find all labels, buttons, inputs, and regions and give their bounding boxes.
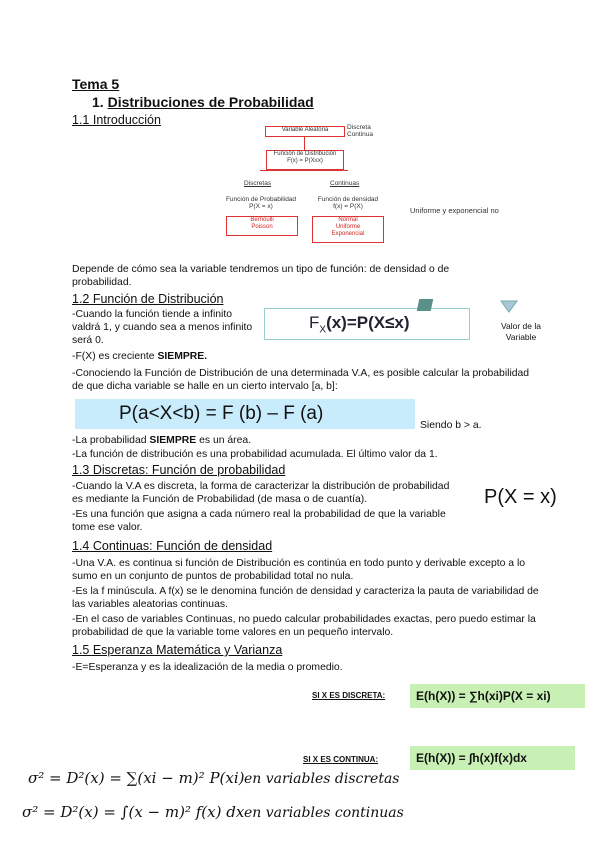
fx-formula: $F_X(x)=P(X\le x)$ — [309, 313, 410, 336]
diagram-fd — [312, 196, 384, 210]
sec12-p5: -La función de distribución es una probabilidad acumulada. El último valor da 1. — [72, 449, 438, 460]
section-1-5-title: 1.5 Esperanza Matemática y Varianza — [72, 643, 283, 657]
diagram-continuas: Continuas — [330, 180, 360, 187]
section-1-4-title: 1.4 Continuas: Función de densidad — [72, 539, 273, 553]
diagram-side2: Continua — [347, 131, 374, 138]
section-1-3-title: 1.3 Discretas: Función de probabilidad — [72, 463, 286, 477]
diagram-side-note: Uniforme y exponencial no — [410, 206, 499, 215]
diagram-c2: Uniforme — [335, 224, 361, 230]
intro-text: Depende de cómo sea la variable tendremos un tipo de función: de densidad o de probabilidad. — [72, 264, 450, 288]
diagram-d2: Poisson — [251, 224, 273, 230]
diagram-func-dist-eq: F(x) = P(X≤x) — [287, 158, 323, 164]
sec12-p4-a: -La probabilidad — [72, 435, 150, 446]
section-1-1-title: 1.1 Introducción — [72, 113, 161, 127]
varianza-discreta-note: en variables discretas — [244, 771, 400, 787]
px-formula: P(X = x) — [484, 486, 557, 508]
section-1-2-title: 1.2 Función de Distribución — [72, 292, 224, 306]
fx-formula-box — [264, 308, 470, 340]
diagram-fd-label: Función de densidad — [317, 196, 379, 203]
sec14-p1: -Una V.A. es continua si función de Distribución es continúa en todo punto y derivable excepto a lo sumo en un conjunto de puntos de probabilidad total no nula. — [72, 558, 526, 582]
varianza-continua-note: en variables continuas — [244, 805, 404, 821]
diagram-fp-label: Función de Probabilidad — [225, 196, 297, 203]
sec14-p3: -En el caso de variables Continuas, no puedo calcular probabilidades exactas, pero puedo estimar la probabilidad de que la variable tome valores en un pequeño intervalo. — [72, 614, 536, 638]
diagram-c1: Normal — [338, 217, 358, 223]
diagram-discretas: Discretas — [244, 180, 272, 187]
esperanza-continua-formula: E(h(X)) = ∫h(x)f(x)dx — [410, 746, 575, 770]
diagram-variable: Variable Aleatoria — [265, 126, 345, 137]
sec12-p2-bold: SIEMPRE. — [157, 351, 208, 362]
sec15-p1: -E=Esperanza y es la idealización de la media o promedio. — [72, 662, 343, 673]
pab-formula-box — [75, 399, 415, 429]
diagram-continuous-list — [312, 216, 384, 243]
varianza-continua-formula: σ² = D²(x) = ∫(x − m)² f(x) dx — [22, 803, 245, 821]
sec14-p2: -Es la f minúscula. A f(x) se le denomina función de densidad y caracteriza la pauta de variabilidad de las variables aleatorias continuas. — [72, 586, 539, 610]
diagram-d1: Bernoulli — [250, 217, 274, 223]
sec12-p4 — [72, 434, 251, 447]
sec12-p2 — [72, 350, 207, 363]
arrow-down-icon — [499, 300, 519, 314]
diagram-c3: Exponencial — [331, 231, 365, 237]
valor-variable-label: Valor de la Variable — [500, 321, 541, 342]
diagram-side1: Discreta — [347, 124, 371, 131]
title-text: Distribuciones de Probabilidad — [107, 94, 314, 110]
title-number: 1. — [92, 94, 104, 110]
diagram-func-dist — [266, 150, 344, 170]
pab-formula: P(a<X<b) = F (b) – F (a) — [119, 403, 324, 424]
diagram-discrete-list — [226, 216, 298, 236]
sec12-p2-text: -F(X) es creciente — [72, 351, 158, 362]
main-title — [92, 94, 314, 110]
diagram-fp — [225, 196, 297, 210]
sec12-p4-bold: SIEMPRE — [149, 435, 197, 446]
diagram-fp-eq: P(X = x) — [249, 203, 273, 210]
si-discreta-label: SI X ES DISCRETA: — [312, 691, 386, 700]
sec12-p4-c: es un área. — [196, 435, 252, 446]
sec13-p2: -Es una función que asigna a cada número real la probabilidad de que la variable tome ese valor. — [72, 509, 446, 533]
diagram-branch — [260, 170, 348, 171]
si-continua-label: SI X ES CONTINUA: — [303, 755, 379, 764]
sec13-p1: -Cuando la V.A es discreta, la forma de caracterizar la distribución de probabilidad es mediante la Función de Probabilidad (de masa o de cuantía). — [72, 481, 450, 505]
diagram-connector — [304, 136, 305, 150]
sec12-p1: -Cuando la función tiende a infinito valdrá 1, y cuando sea a menos infinito será 0. — [72, 309, 253, 346]
sec12-p3: -Conociendo la Función de Distribución de una determinada V.A, es posible calcular la probabilidad de que dicha variable se halle en un cierto intervalo [a, b]: — [72, 368, 530, 392]
esperanza-discreta-formula: E(h(X)) = ∑h(xi)P(X = xi) — [410, 684, 585, 708]
diagram-fd-eq: f(x) = P(X) — [333, 203, 363, 210]
diagram-func-dist-label: Función de Distribución — [273, 151, 337, 157]
varianza-discreta-formula: σ² = D²(x) = ∑(xi − m)² P(xi) — [28, 769, 245, 787]
fx-tab-shape — [417, 299, 434, 311]
siendo-text: Siendo b > a. — [420, 420, 482, 431]
tema-label: Tema 5 — [72, 76, 120, 92]
